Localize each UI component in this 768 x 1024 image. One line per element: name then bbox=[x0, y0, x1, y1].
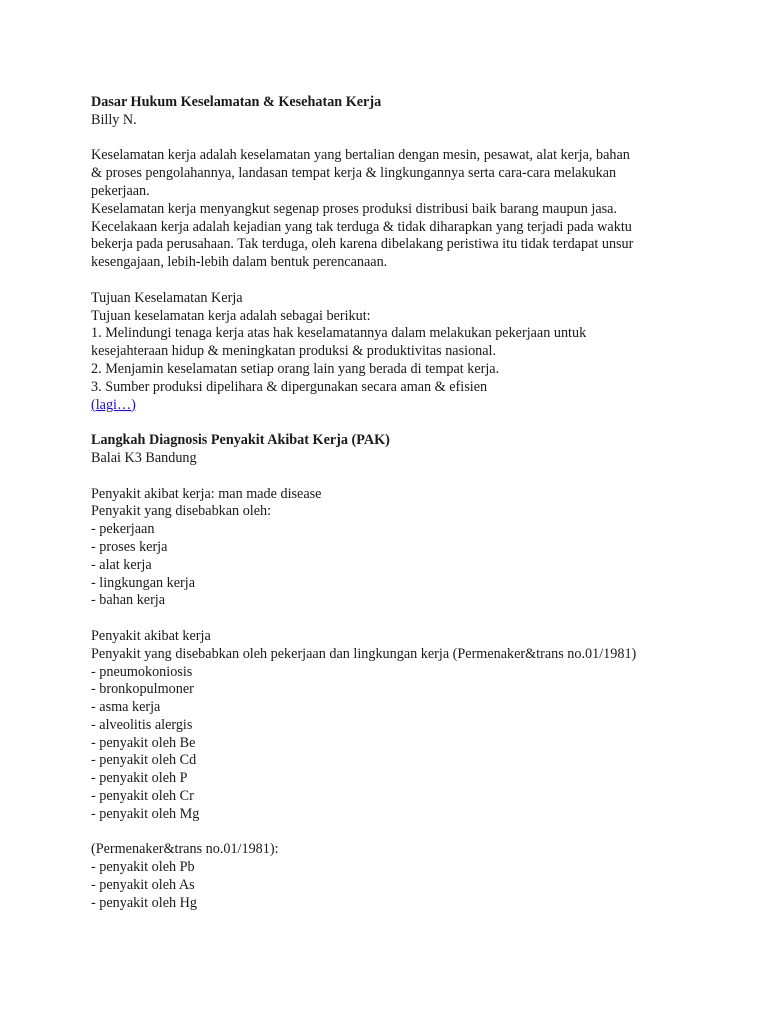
list-item: - alveolitis alergis bbox=[91, 716, 193, 733]
list-item: - penyakit oleh As bbox=[91, 877, 195, 894]
section1-para2-line: 3. Sumber produksi dipelihara & dipergunakan secara aman & efisien bbox=[91, 378, 488, 395]
section1-para1-line: Keselamatan kerja menyangkut segenap proses produksi distribusi baik barang maupun jasa. bbox=[91, 200, 617, 217]
spacer bbox=[91, 130, 691, 148]
list-item: - lingkungan kerja bbox=[91, 574, 196, 591]
section1-author: Billy N. bbox=[91, 111, 137, 128]
section1-para1-line: kesengajaan, lebih-lebih dalam bentuk perencanaan. bbox=[91, 254, 388, 271]
spacer bbox=[91, 414, 691, 432]
section2-para2-line: Penyakit akibat kerja bbox=[91, 627, 211, 644]
section2-author: Balai K3 Bandung bbox=[91, 449, 197, 466]
list-item: - penyakit oleh Hg bbox=[91, 894, 197, 911]
list-item: - asma kerja bbox=[91, 699, 161, 716]
list-item: - pekerjaan bbox=[91, 521, 155, 538]
section1-para2-line: kesejahteraan hidup & meningkatan produksi & produktivitas nasional. bbox=[91, 343, 497, 360]
section2-title: Langkah Diagnosis Penyakit Akibat Kerja (PAK) bbox=[91, 432, 390, 449]
list-item: - proses kerja bbox=[91, 538, 168, 555]
list-item: - penyakit oleh Cd bbox=[91, 752, 197, 769]
document-body bbox=[91, 94, 691, 913]
section1-para1-line: pekerjaan. bbox=[91, 182, 150, 199]
spacer bbox=[91, 610, 691, 628]
list-item: - penyakit oleh Mg bbox=[91, 805, 200, 822]
section1-para1-line: Kecelakaan kerja adalah kejadian yang tak terduga & tidak diharapkan yang terjadi pada waktu bbox=[91, 218, 632, 235]
list-item: - alat kerja bbox=[91, 556, 152, 573]
spacer bbox=[91, 272, 691, 290]
list-item: - pneumokoniosis bbox=[91, 663, 193, 680]
section1-title: Dasar Hukum Keselamatan & Kesehatan Kerja bbox=[91, 94, 382, 110]
list-item: - bronkopulmoner bbox=[91, 681, 194, 698]
list-item: - penyakit oleh Pb bbox=[91, 859, 195, 876]
list-item: - penyakit oleh Cr bbox=[91, 788, 194, 805]
section1-para2-line: 2. Menjamin keselamatan setiap orang lain yang berada di tempat kerja. bbox=[91, 360, 500, 377]
section1-para1-line: & proses pengolahannya, landasan tempat kerja & lingkungannya serta cara-cara melakukan bbox=[91, 165, 617, 182]
section2-para3-line: (Permenaker&trans no.01/1981): bbox=[91, 841, 279, 858]
section1-para1-line: bekerja pada perusahaan. Tak terduga, oleh karena dibelakang peristiwa itu tidak terdapat unsur bbox=[91, 236, 634, 253]
section2-para1-line: Penyakit yang disebabkan oleh: bbox=[91, 503, 272, 520]
list-item: - penyakit oleh P bbox=[91, 770, 188, 787]
spacer bbox=[91, 824, 691, 842]
spacer bbox=[91, 468, 691, 486]
section1-para2-line: Tujuan keselamatan kerja adalah sebagai berikut: bbox=[91, 307, 371, 324]
section2-para1-line: Penyakit akibat kerja: man made disease bbox=[91, 485, 322, 502]
list-item: - bahan kerja bbox=[91, 592, 166, 609]
section2-para2-line: Penyakit yang disebabkan oleh pekerjaan dan lingkungan kerja (Permenaker&trans no.01/1981) bbox=[91, 645, 637, 662]
section1-para2-line: Tujuan Keselamatan Kerja bbox=[91, 289, 243, 306]
more-link[interactable]: (lagi…) bbox=[91, 396, 136, 413]
section1-para1-line: Keselamatan kerja adalah keselamatan yang bertalian dengan mesin, pesawat, alat kerja, bahan bbox=[91, 147, 630, 164]
section1-para2-line: 1. Melindungi tenaga kerja atas hak keselamatannya dalam melakukan pekerjaan untuk bbox=[91, 325, 587, 342]
list-item: - penyakit oleh Be bbox=[91, 734, 196, 751]
